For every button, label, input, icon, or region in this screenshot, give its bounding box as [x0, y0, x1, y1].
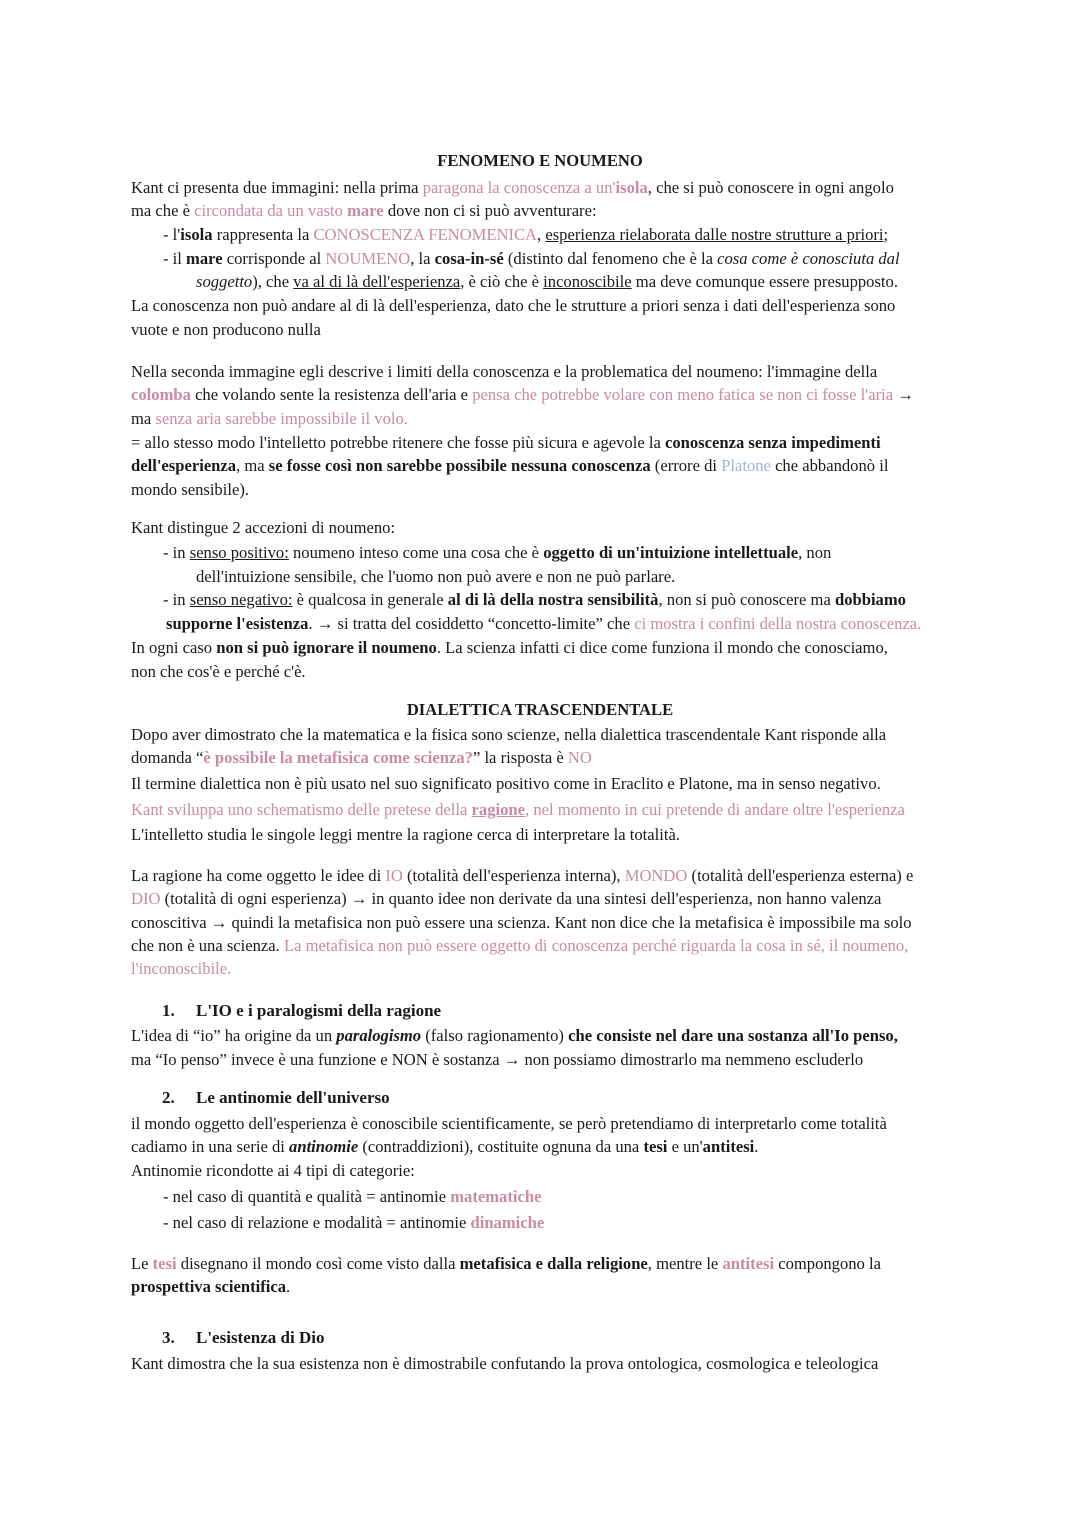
text-span: . La scienza infatti ci dice come funziona il mondo che conosciamo, [436, 638, 888, 657]
text-span: che abbandonò il [770, 456, 889, 475]
text-line [131, 798, 905, 821]
text-line [131, 934, 908, 957]
text-span: (falso ragionamento) [421, 1026, 569, 1045]
text-line: non che cos'è e perché c'è. [131, 662, 306, 681]
text-span: . [754, 1137, 759, 1156]
text-line [131, 636, 888, 659]
text-line: L'intelletto studia le singole leggi mentre la ragione cerca di interpretare la totalità. [131, 825, 680, 844]
text-span: (totalità di ogni esperienza) → in quanto idee non derivate da una sintesi dell'esperienza, non hanno valenza [160, 889, 882, 908]
bold-span: se fosse così non sarebbe possibile nessuna conoscenza [268, 456, 651, 475]
text-span: , è ciò che è [460, 272, 544, 291]
bold-span: al di là della nostra sensibilità [447, 590, 659, 609]
text-line [131, 1252, 881, 1275]
list-number: 3. [162, 1328, 175, 1347]
text-span: L'idea di “io” ha origine da un [131, 1026, 337, 1045]
blue-highlight-span: Platone [721, 456, 771, 475]
text-line [131, 199, 597, 222]
text-span: Le [131, 1254, 153, 1273]
text-span: ma che è [131, 201, 195, 220]
bold-span: antitesi [702, 1137, 755, 1156]
text-line: Antinomie ricondotte ai 4 tipi di categorie: [131, 1161, 415, 1180]
highlight-span: ragione [471, 800, 526, 819]
text-line: vuote e non producono nulla [131, 320, 321, 339]
bold-span: metafisica e dalla religione [459, 1254, 648, 1273]
text-span: che volando sente la resistenza dell'aria e [190, 385, 473, 404]
text-span: La ragione ha come oggetto le idee di [131, 866, 386, 885]
text-span: domanda “ [131, 748, 204, 767]
text-span: , [537, 225, 546, 244]
text-span: compongono la [774, 1254, 881, 1273]
text-span: disegnano il mondo così come visto dalla [176, 1254, 460, 1273]
text-line: Dopo aver dimostrato che la matematica e la fisica sono scienze, nella dialettica trascendentale Kant risponde alla [131, 725, 887, 744]
text-line [131, 431, 881, 454]
text-span: - nel caso di relazione e modalità = antinomie [163, 1213, 471, 1232]
subheading-esistenza-dio [162, 1326, 324, 1349]
text-span: rappresenta la [212, 225, 314, 244]
text-line [131, 864, 913, 887]
text-span: ), che [252, 272, 294, 291]
text-line: conoscitiva → quindi la metafisica non può essere una scienza. Kant non dice che la metafisica è impossibile ma solo [131, 913, 912, 932]
text-span: - in [163, 590, 190, 609]
text-line: Nella seconda immagine egli descrive i limiti della conoscenza e la problematica del noumeno: l'immagine della [131, 362, 878, 381]
text-line [131, 1024, 898, 1047]
highlight-span: mare [347, 201, 384, 220]
text-span: e un' [667, 1137, 703, 1156]
bullet-line [163, 541, 831, 564]
text-span: (distinto dal fenomeno che è la [503, 249, 718, 268]
highlight-span: circondata da un vasto [194, 201, 348, 220]
highlight-span: isola [615, 178, 648, 197]
bullet-line [163, 588, 906, 611]
text-span: ma deve comunque essere presupposto. [631, 272, 898, 291]
bold-span: supporne l'esistenza [166, 614, 309, 633]
italic-span: soggetto [196, 272, 253, 291]
text-span: (errore di [650, 456, 722, 475]
bold-span: dobbiamo [834, 590, 906, 609]
text-span: . → si tratta del cosiddetto “concetto-limite” che [308, 614, 635, 633]
text-line [131, 454, 888, 477]
text-line: l'inconoscibile. [131, 959, 232, 978]
section-title-fenomeno-noumeno: FENOMENO E NOUMENO [437, 151, 643, 170]
highlight-span: matematiche [450, 1187, 542, 1206]
text-line: il mondo oggetto dell'esperienza è conoscibile scientificamente, se però pretendiamo di interpretarlo come totalità [131, 1114, 887, 1133]
highlight-span: dinamiche [470, 1213, 545, 1232]
text-span: - nel caso di quantità e qualità = antinomie [163, 1187, 451, 1206]
text-line: Kant dimostra che la sua esistenza non è dimostrabile confutando la prova ontologica, cosmologica e teleologica [131, 1354, 879, 1373]
subheading-antinomie [162, 1086, 390, 1109]
text-span: Kant ci presenta due immagini: nella prima [131, 178, 423, 197]
highlight-span: pensa che potrebbe volare con meno fatica se non ci fosse l'aria [472, 385, 894, 404]
text-line: mondo sensibile). [131, 480, 249, 499]
highlight-span: antitesi [722, 1254, 775, 1273]
underlined-span: inconoscibile [543, 272, 632, 291]
subheading-label: L'esistenza di Dio [196, 1328, 325, 1347]
text-span: , non si può conoscere ma [658, 590, 835, 609]
underlined-span: senso positivo: [189, 543, 289, 562]
bold-span: cosa-in-sé [434, 249, 504, 268]
text-line: Kant distingue 2 accezioni di noumeno: [131, 518, 396, 537]
bold-italic-span: antinomie [289, 1137, 359, 1156]
text-span: = allo stesso modo l'intelletto potrebbe ritenere che fosse più sicura e agevole la [131, 433, 665, 452]
highlight-span: NOUMENO [325, 249, 411, 268]
bullet-line [163, 223, 888, 246]
bullet-continuation [196, 270, 898, 293]
bold-span: conoscenza senza impedimenti [664, 433, 881, 452]
highlight-span: NO [567, 748, 592, 767]
text-span: è qualcosa in generale [292, 590, 448, 609]
highlight-span: IO [385, 866, 403, 885]
text-span: (totalità dell'esperienza interna), [402, 866, 625, 885]
highlight-span: colomba [131, 385, 191, 404]
bold-span: dell'esperienza [131, 456, 237, 475]
bold-span: che consiste nel dare una sostanza all'Io penso, [568, 1026, 898, 1045]
text-span: (contraddizioni), costituite ognuna da una [358, 1137, 644, 1156]
text-line: ma “Io penso” invece è una funzione e NON è sostanza → non possiamo dimostrarlo ma nemmeno escluderlo [131, 1050, 864, 1069]
text-span: dove non ci si può avventurare: [383, 201, 597, 220]
highlight-span: Kant sviluppa uno schematismo delle pretese della [131, 800, 472, 819]
text-span: (totalità dell'esperienza esterna) e [687, 866, 914, 885]
underlined-span: va al di là dell'esperienza [293, 272, 461, 291]
highlight-span: senza aria sarebbe impossibile il volo. [155, 409, 408, 428]
text-span: , non [798, 543, 832, 562]
text-span: ; [883, 225, 889, 244]
text-line [131, 887, 881, 910]
bullet-continuation: dell'intuizione sensibile, che l'uomo non può avere e non ne può parlare. [196, 567, 676, 586]
text-span: → [893, 385, 914, 404]
subheading-label: Le antinomie dell'universo [196, 1088, 390, 1107]
underlined-span: esperienza rielaborata dalle nostre strutture a priori [545, 225, 884, 244]
text-span: che non è una scienza. [131, 936, 284, 955]
list-number: 1. [162, 1001, 175, 1020]
text-span: In ogni caso [131, 638, 217, 657]
highlight-span: è possibile la metafisica come scienza? [203, 748, 473, 767]
highlight-span: paragona la conoscenza a un' [422, 178, 616, 197]
highlight-span: ci mostra i confini della nostra conoscenza. [634, 614, 922, 633]
text-line [131, 383, 914, 406]
bullet-line [163, 1211, 544, 1234]
text-span: , la [410, 249, 435, 268]
highlight-span: MONDO [624, 866, 688, 885]
text-line [131, 407, 408, 430]
text-line [131, 1275, 290, 1298]
text-line: La conoscenza non può andare al di là dell'esperienza, dato che le strutture a priori senza i dati dell'esperienza sono [131, 296, 896, 315]
subheading-paralogismi [162, 999, 441, 1022]
bullet-line [163, 247, 900, 270]
text-span: - il [163, 249, 187, 268]
bold-span: prospettiva scientifica [131, 1277, 287, 1296]
section-title-dialettica: DIALETTICA TRASCENDENTALE [406, 700, 674, 719]
list-number: 2. [162, 1088, 175, 1107]
text-line: Il termine dialettica non è più usato nel suo significato positivo come in Eraclito e Platone, ma in senso negativo. [131, 774, 881, 793]
highlight-span: La metafisica non può essere oggetto di conoscenza perché riguarda la cosa in sé, il noumeno, [283, 936, 909, 955]
bold-italic-span: paralogismo [336, 1026, 422, 1045]
bold-span: tesi [643, 1137, 668, 1156]
italic-span: cosa come è conosciuta dal [717, 249, 900, 268]
bullet-continuation [166, 612, 921, 635]
bullet-line [163, 1185, 541, 1208]
subheading-label: L'IO e i paralogismi della ragione [196, 1001, 442, 1020]
bold-span: non si può ignorare il noumeno [216, 638, 437, 657]
bold-span: oggetto di un'intuizione intellettuale [543, 543, 799, 562]
text-span: cadiamo in una serie di [131, 1137, 290, 1156]
underlined-span: senso negativo: [189, 590, 293, 609]
text-span: ” la risposta è [472, 748, 568, 767]
text-span: - l' [163, 225, 181, 244]
highlight-span: CONOSCENZA FENOMENICA [313, 225, 538, 244]
text-line [131, 176, 894, 199]
bold-span: isola [180, 225, 213, 244]
text-line [131, 746, 592, 769]
highlight-span: DIO [131, 889, 161, 908]
text-span: - in [163, 543, 190, 562]
highlight-span: , nel momento in cui pretende di andare oltre l'esperienza [525, 800, 905, 819]
text-span: ma [131, 409, 156, 428]
text-span: corrisponde al [222, 249, 326, 268]
text-span: , mentre le [647, 1254, 723, 1273]
bold-span: mare [186, 249, 223, 268]
highlight-span: tesi [152, 1254, 177, 1273]
text-span: . [286, 1277, 291, 1296]
text-span: , ma [236, 456, 269, 475]
text-span: noumeno inteso come una cosa che è [288, 543, 544, 562]
text-span: , che si può conoscere in ogni angolo [647, 178, 894, 197]
text-line [131, 1135, 758, 1158]
